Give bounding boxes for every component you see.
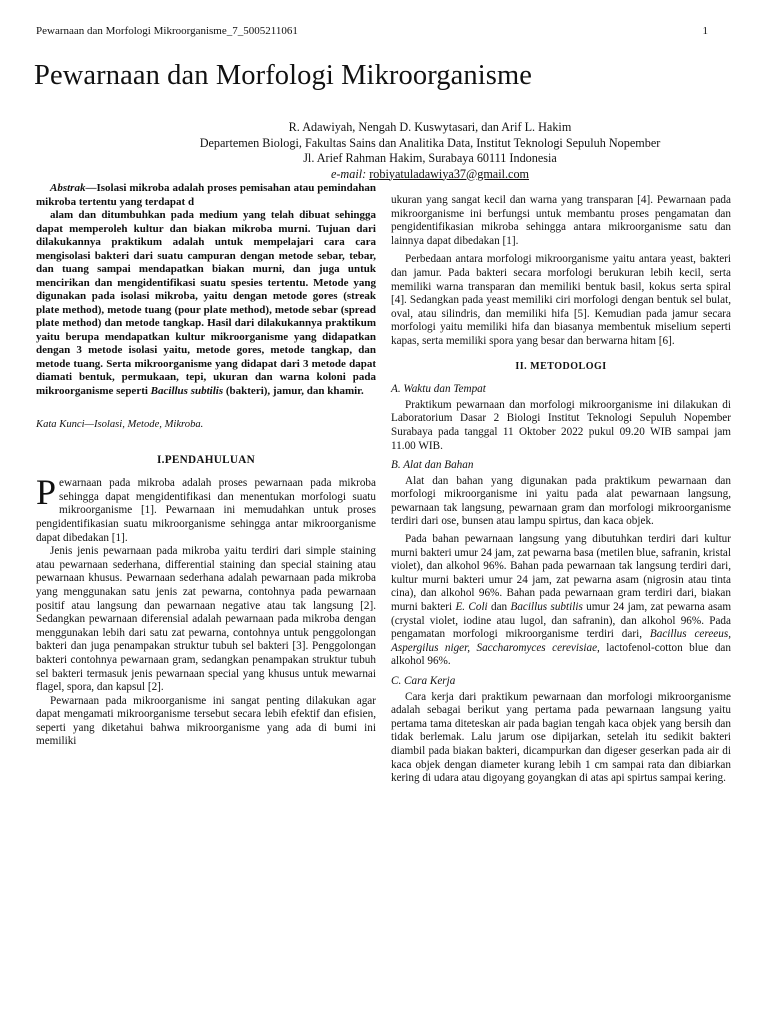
left-column xyxy=(36,182,376,749)
subsection-heading-b: B. Alat dan Bahan xyxy=(391,459,474,472)
email-link[interactable]: robiyatuladawiya37@gmail.com xyxy=(369,166,530,181)
methods-b-text-1: Alat dan bahan yang digunakan pada praktikum pewarnaan dan morfologi mikroorganisme ini yaitu pada alat pewarnaan langsung, pewarnaan tak langsung, pewarnaan gram dan morfologi mikroorganisme terdiri dari ose, bunsen atau lampu spirtus, dan kaca objek. xyxy=(391,474,731,528)
subsection-heading-a: A. Waktu dan Tempat xyxy=(391,383,486,396)
methods-c-text: Cara kerja dari praktikum pewarnaan dan morfologi mikroorganisme adalah sebagai berikut yang pertama pada pewarnaan langsung yaitu pertama tama diteteskan air pada bagian tengah kaca objek yang bersih dan tidak berlemak. Lalu jarum ose dipijarkan, setelah itu sedikit bakteri diambil pada biakan bakteri, dicampurkan dan digeser geserkan pada air di kaca objek dengan diameter kurang lebih 1 cm sampai rata dan dibiarkan kering di udara atau digoyang goyangkan di atas api spirtus sampai kering. xyxy=(391,690,731,785)
abstract-species: Bacillus subtilis xyxy=(150,384,224,397)
running-title: Pewarnaan dan Morfologi Mikroorganisme_7_5005211061 xyxy=(36,25,298,37)
author-block xyxy=(150,120,710,182)
running-header xyxy=(36,25,708,37)
species-bacillus-subtilis: Bacillus subtilis xyxy=(510,601,583,614)
methods-b-dan: dan xyxy=(491,601,508,614)
author-names: R. Adawiyah, Nengah D. Kuswytasari, dan Arif L. Hakim xyxy=(288,120,572,134)
intro-text-1: ewarnaan pada mikroba adalah proses pewarnaan pada mikroba sehingga dapat mengidentifikasi dan menentukan morfologi suatu mikroorganisme [1]. Pewarnaan ini memudahkan untuk proses pengidentifikasian suatu mikroorganisme sehingga antar mikroorganisme dapat dibedakan [1]. xyxy=(36,477,376,544)
abstract-paragraph-1 xyxy=(36,182,376,209)
section-heading-intro: I.PENDAHULUAN xyxy=(156,453,256,466)
author-affiliation: Departemen Biologi, Fakultas Sains dan Analitika Data, Institut Teknologi Sepuluh Nopember xyxy=(199,135,661,150)
author-address: Jl. Arief Rahman Hakim, Surabaya 60111 Indonesia xyxy=(303,151,557,165)
intro-paragraph-1 xyxy=(36,472,376,545)
author-email-line xyxy=(150,167,710,183)
email-label: e-mail: xyxy=(330,166,367,181)
page-number: 1 xyxy=(702,25,708,37)
abstract-lead: Abstrak xyxy=(50,182,86,194)
intro-paragraph-4: ukuran yang sangat kecil dan warna yang transparan [4]. Pewarnaan pada mikroorganisme ini berfungsi untuk membantu proses pengamatan dan pengidentifikasian mikroba sehingga antara mikroorganisme satu dan lainnya dapat dibedakan [1]. xyxy=(391,194,731,247)
abstract-text-2: alam dan ditumbuhkan pada medium yang telah dibuat sehingga dapat memperoleh kultur dan biakan mikroba murni. Tujuan dari dilakukannya praktikum adalah untuk mempelajari cara cara mengisolasi bakteri dari suatu campuran dengan metode sebar, tebar, dan tuang sampai mendapatkan biakan murni, dan juga untuk mencirikan dan mengidentifikasi suatu spesies tertentu. Metode yang digunakan pada isolasi mikroba, yaitu dengan metode gores (streak plate method), metode tuang (pour plate method), metode sebar (spread plate method) dan metode tangkap. Hasil dari dilakukannya praktikum yaitu berupa mendapatkan kultur mikroorganisme yang didapatkan dengan 3 metode isolasi yaitu, metode gores, metode tangkap, dan metode tuang. Serta mikroorganisme yang didapat dari 3 metode dapat diamati bentuk, permukaan, tepi, ukuran dan warna koloni pada mikroorganisme seperti xyxy=(36,209,376,397)
species-list: Bacillus cereeus, Aspergilus niger, Saccharomyces cerevisiae, xyxy=(391,628,731,654)
subsection-heading-c: C. Cara Kerja xyxy=(391,675,456,687)
paper-title: Pewarnaan dan Morfologi Mikroorganisme xyxy=(34,60,532,91)
keywords: Kata Kunci—Isolasi, Metode, Mikroba. xyxy=(36,419,204,430)
intro-paragraph-2: Jenis jenis pewarnaan pada mikroba yaitu terdiri dari simple staining atau pewarnaan sederhana, differential staining dan special staining atau pewarnaan khusus. Pewarnaan sederhana adalah pewarnaan pada mikroba yang menggunakan satu jenis zat pewarna, contohnya pada pewarnaan positif atau langsung dan pewarnaan negative atau tak langsung [2]. Sedangkan pewarnaan diferensial adalah pewarnaan pada mikroba dengan menggunakan lebih dari satu zat pewarna, contohnya untuk penggolongan bakteri dan juga penampakan struktur tubuh sel bakteri [3]. Penggolongan bakteri contohnya pewarnaan gram, sedangkan penampakan struktur tubuh sel bakteri termasuk jenis pewarnaan special yang khusus untuk mewarnai flagel, spora, dan kapsul [2]. xyxy=(36,545,376,694)
methods-b-text-2b: umur 24 jam, zat pewarna asam (crystal violet, iodine atau lugol, dan safranin), dan alkohol 96%. Pada pengamatan morfologi mikroorganisme terdiri dari, xyxy=(391,601,732,641)
intro-paragraph-5: Perbedaan antara morfologi mikroorganisme yaitu antara yeast, bakteri dan jamur. Pada bakteri secara morfologi berukuran lebih kecil, serta memiliki warna transparan dan memiliki bentuk basil, kokus serta spiral [4]. Sedangkan pada yeast memiliki ciri morfologi dengan bentuk sel bulat, oval, atau silindris, dan memiliki hifa [5]. Kemudian pada jamur secara morfologi yaitu memiliki hifa dan biasanya membentuk miselium seperti kapas, serta memiliki spora yang besar dan berwarna hitam [6]. xyxy=(391,253,731,347)
species-ecoli: E. Coli xyxy=(455,601,488,614)
abstract-text-1: —Isolasi mikroba adalah proses pemisahan atau pemindahan mikroba tertentu yang terdapat d xyxy=(36,182,376,208)
intro-paragraph-3: Pewarnaan pada mikroorganisme ini sangat penting dilakukan agar dapat mengamati mikroorganisme tersebut secara lebih efektif dan efisien, seperti yang diketahui bahwa mikroorganisme yang ada di bumi ini memiliki xyxy=(36,694,376,748)
abstract-text-3: (bakteri), jamur, dan khamir. xyxy=(225,384,364,397)
section-heading-methods: II. METODOLOGI xyxy=(515,360,607,372)
methods-a-text: Praktikum pewarnaan dan morfologi mikroorganisme ini dilakukan di Laboratorium Dasar 2 Biologi Institut Teknologi Sepuluh Nopember Surabaya pada tanggal 11 Oktober 2022 pukul 09.20 WIB sampai jam 11.00 WIB. xyxy=(391,398,731,452)
abstract-paragraph-2 xyxy=(36,209,376,398)
methods-b-text-2a: Pada bahan pewarnaan langsung yang dibutuhkan terdiri dari kultur murni bakteri umur 24 jam, zat pewarna basa (metilen blue, safranin, kristal violet), dan alkohol 96%. Bahan pada pewarnaan tak langsung terdiri dari, kultur murni bakteri umur 24 jam, zat pewarna asam (nigrosin atau tinta cina), dan alkohol 96%. Bahan pada pewarnaan gram terdiri dari, biakan murni bakteri xyxy=(391,533,731,614)
right-column xyxy=(391,194,731,786)
methods-b-text-2c: lactofenol-cotton blue dan alkohol 96%. xyxy=(391,641,731,668)
methods-b-text-2 xyxy=(391,533,731,669)
dropcap-letter: P xyxy=(36,472,57,513)
